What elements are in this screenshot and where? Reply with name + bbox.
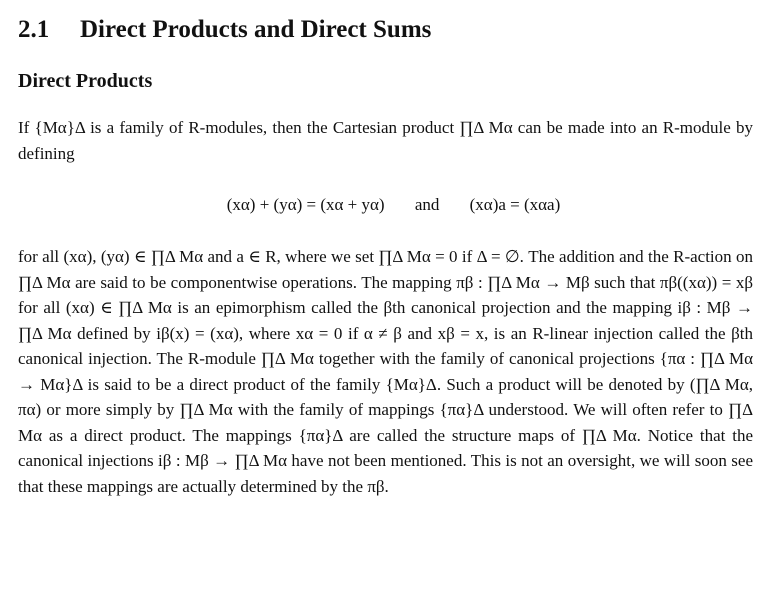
equation-scalar-action: (xα)a = (xαa) [469, 195, 561, 214]
section-heading [18, 14, 431, 46]
display-equation [0, 192, 769, 218]
equation-addition: (xα) + (yα) = (xα + yα) [226, 195, 385, 214]
subsection-heading: Direct Products [18, 70, 153, 92]
section-number: 2.1 [18, 16, 50, 43]
paragraph-intro: If {Mα}Δ is a family of R-modules, then the Cartesian product ∏Δ Mα can be made into an R-module by defining [18, 118, 753, 163]
equation-connector: and [414, 195, 440, 214]
section-title: Direct Products and Direct Sums [80, 16, 432, 43]
paragraph-definition: for all (xα), (yα) ∈ ∏Δ Mα and a ∈ R, where we set ∏Δ Mα = 0 if Δ = ∅. The addition and the R-action on ∏Δ Mα are said to be componentwise operations. The mapping πβ : ∏Δ Mα → Mβ such that πβ((xα)) = xβ for all (xα) ∈ ∏Δ Mα is an epimorphism called the βth canonical projection and the mapping iβ : Mβ → ∏Δ Mα defined by iβ(x) = (xα), where xα = 0 if α ≠ β and xβ = x, is an R-linear injection called the βth canonical injection. The R-module ∏Δ Mα together with the family of canonical projections {πα : ∏Δ Mα → Mα}Δ is said to be a direct product of the family {Mα}Δ. Such a product will be denoted by (∏Δ Mα, πα) or more simply by ∏Δ Mα with the family of mappings {πα}Δ understood. We will often refer to ∏Δ Mα as a direct product. The mappings {πα}Δ are called the structure maps of ∏Δ Mα. Notice that the canonical injections iβ : Mβ → ∏Δ Mα have not been mentioned. This is not an oversight, we will soon see that these mappings are actually determined by the πβ. [18, 247, 753, 496]
